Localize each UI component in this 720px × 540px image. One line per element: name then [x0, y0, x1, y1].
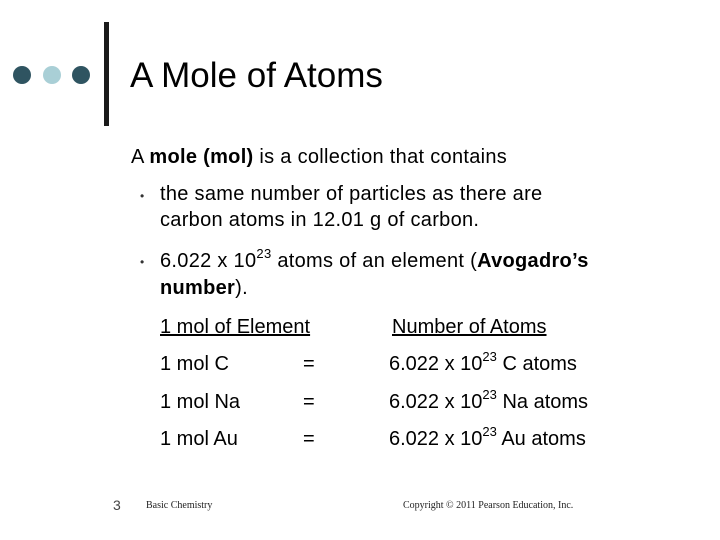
footer-copyright: Copyright © 2011 Pearson Education, Inc. [403, 500, 574, 511]
decor-dot-dark-right [72, 66, 90, 84]
row-c-equals: = [303, 353, 315, 375]
row-c-element: 1 mol C [160, 353, 229, 375]
avogadro-value: 6.022 x 10 [160, 250, 257, 272]
bullet-2-mid: atoms of an element ( [271, 250, 478, 272]
avogadro-term: Avogadro’s [477, 250, 589, 272]
footer-course-name: Basic Chemistry [146, 500, 213, 511]
title-divider-bar [104, 22, 109, 126]
slide-title: A Mole of Atoms [130, 56, 383, 95]
intro-bold-term: mole (mol) [149, 146, 254, 168]
row-na-atoms [389, 387, 589, 414]
decor-dot-dark-left [13, 66, 31, 84]
decor-dot-light [43, 66, 61, 84]
row-au-equals: = [303, 428, 315, 450]
bullet-2-line-1 [160, 246, 589, 273]
atoms-base: 6.022 x 10 [389, 428, 483, 450]
atoms-unit: Au atoms [496, 428, 586, 450]
intro-prefix: A [131, 146, 150, 168]
bullet-1-line-1: the same number of particles as there are [160, 183, 543, 205]
bullet-2-end: ). [235, 277, 248, 299]
exponent: 23 [482, 424, 497, 439]
table-header-element: 1 mol of Element [160, 316, 311, 338]
atoms-unit: Na atoms [496, 391, 589, 413]
exponent: 23 [482, 349, 497, 364]
atoms-base: 6.022 x 10 [389, 353, 483, 375]
exponent: 23 [482, 387, 497, 402]
bullet-1-line-2: carbon atoms in 12.01 g of carbon. [160, 209, 480, 231]
bullet-marker: • [140, 189, 145, 203]
page-number: 3 [113, 497, 121, 513]
exponent: 23 [256, 246, 272, 261]
atoms-base: 6.022 x 10 [389, 391, 483, 413]
table-header-atoms: Number of Atoms [392, 316, 547, 338]
row-na-element: 1 mol Na [160, 391, 241, 413]
row-au-atoms [389, 424, 586, 451]
bullet-2-line-2 [160, 277, 248, 300]
intro-suffix: is a collection that contains [253, 146, 508, 168]
row-na-equals: = [303, 391, 315, 413]
row-au-element: 1 mol Au [160, 428, 238, 450]
intro-text [131, 146, 507, 169]
bullet-marker: • [140, 255, 145, 269]
row-c-atoms [389, 349, 577, 376]
avogadro-term-cont: number [160, 277, 236, 299]
atoms-unit: C atoms [496, 353, 577, 375]
